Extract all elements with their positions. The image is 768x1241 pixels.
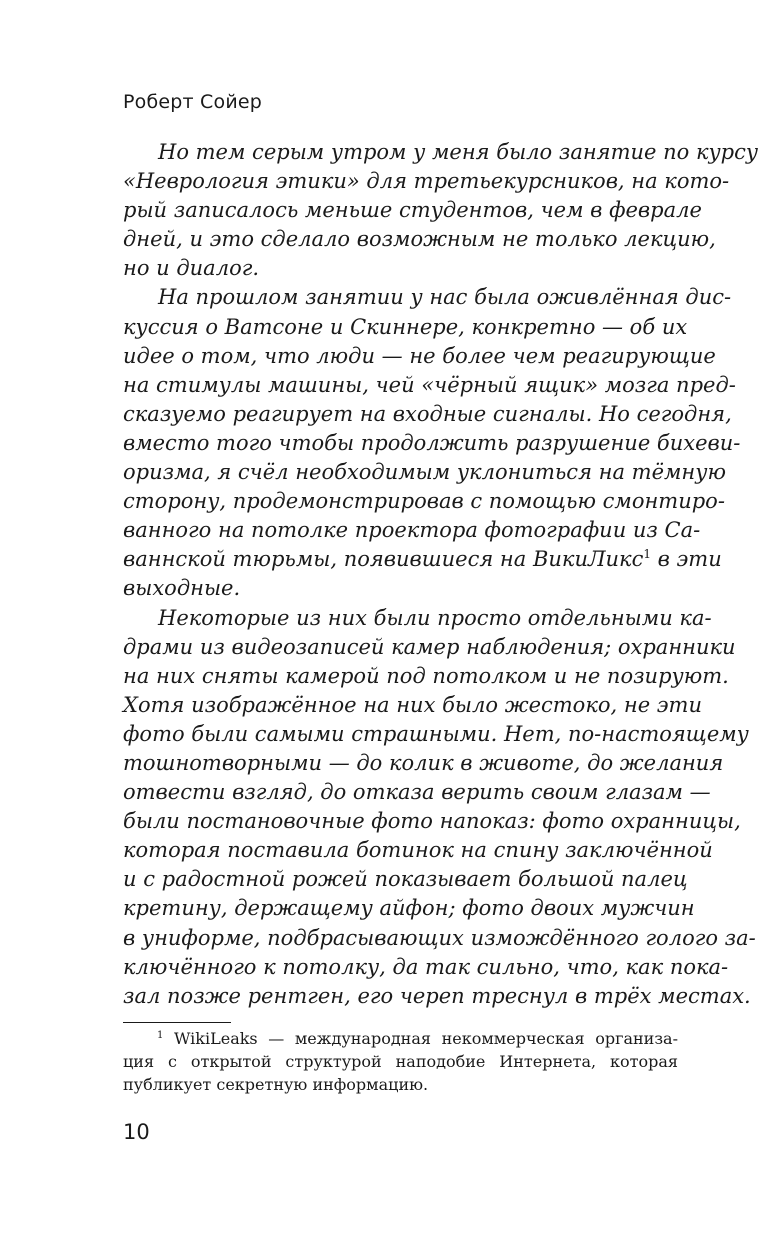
text-line: Некоторые из них были просто отдельными ка- — [158, 605, 712, 630]
text-line: на стимулы машины, чей «чёрный ящик» мозга пред- — [123, 372, 736, 397]
text-line: тошнотворными — до колик в животе, до желания — [123, 750, 724, 775]
page-number: 10 — [123, 1120, 150, 1144]
text-segment: ваннской тюрьмы, появившиеся на ВикиЛикс — [123, 547, 644, 572]
text-line: Хотя изображённое на них было жестоко, не эти — [123, 692, 702, 717]
text-line: ванного на потолке проектора фотографии из Са- — [123, 518, 701, 543]
footnote-line — [123, 1027, 678, 1050]
text-line: но и диалог. — [123, 256, 260, 281]
text-line: вместо того чтобы продолжить разрушение бихеви- — [123, 430, 741, 455]
text-line: в униформе, подбрасывающих измождённого голого за- — [123, 925, 756, 950]
text-line: «Неврология этики» для третьекурсников, на кото- — [123, 169, 730, 194]
text-line: фото были самыми страшными. Нет, по-настоящему — [123, 721, 749, 746]
text-line: рый записалось меньше студентов, чем в феврале — [123, 198, 702, 223]
text-line: драми из видеозаписей камер наблюдения; охранники — [123, 634, 736, 659]
footnote-reference[interactable]: 1 — [643, 547, 651, 562]
footnote-marker: 1 — [157, 1030, 164, 1041]
text-line: отвести взгляд, до отказа верить своим глазам — — [123, 780, 711, 805]
footnote-divider — [123, 1022, 231, 1023]
text-line: зал позже рентген, его череп треснул в трёх местах. — [123, 983, 751, 1008]
main-text — [123, 138, 759, 1011]
text-line: сторону, продемонстрировав с помощью смонтиро- — [123, 489, 725, 514]
text-line: куссия о Ватсоне и Скиннере, конкретно — об их — [123, 314, 688, 339]
text-line: ключённого к потолку, да так сильно, что, как пока- — [123, 954, 729, 979]
footnote-text: WikiLeaks — международная некоммерческая организа- — [174, 1029, 679, 1048]
footnote-line: публикует секретную информацию. — [123, 1075, 429, 1094]
text-line: на них сняты камерой под потолком и не позируют. — [123, 663, 729, 688]
running-head: Роберт Сойер — [123, 91, 263, 113]
text-line-with-footnote — [123, 545, 722, 574]
text-line: и с радостной рожей показывает большой палец — [123, 867, 688, 892]
text-line: оризма, я счёл необходимым уклониться на тёмную — [123, 460, 726, 485]
text-line: идее о том, что люди — не более чем реагирующие — [123, 343, 716, 368]
text-line: дней, и это сделало возможным не только лекцию, — [123, 227, 716, 252]
text-line: кретину, держащему айфон; фото двоих мужчин — [123, 896, 695, 921]
footnote-line: ция с открытой структурой наподобие Интернета, которая — [123, 1052, 678, 1071]
text-line: сказуемо реагирует на входные сигналы. Но сегодня, — [123, 401, 732, 426]
footnote — [123, 1027, 678, 1096]
text-line: На прошлом занятии у нас была оживлённая дис- — [158, 285, 732, 310]
text-line: Но тем серым утром у меня было занятие по курсу — [158, 140, 759, 164]
text-line: которая поставила ботинок на спину заключённой — [123, 838, 713, 863]
text-line: были постановочные фото напоказ: фото охранницы, — [123, 809, 741, 834]
text-segment: в эти — [650, 547, 722, 572]
text-line: выходные. — [123, 576, 241, 601]
